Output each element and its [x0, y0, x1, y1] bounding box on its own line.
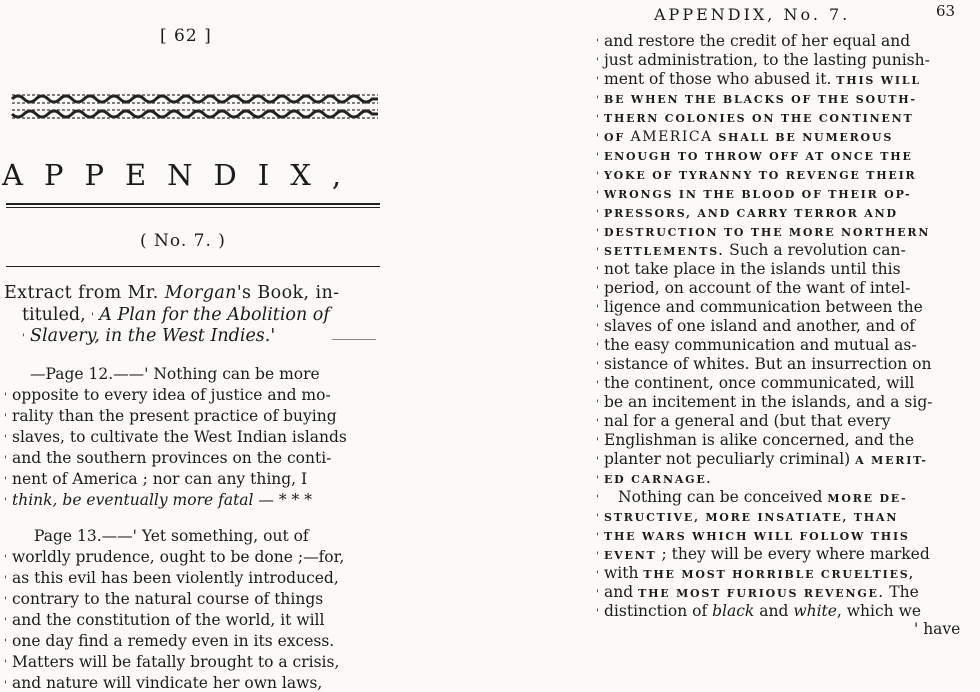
text-line: ' ment of those who abused it. THIS WILL — [596, 70, 921, 88]
page-number: [ 62 ] — [160, 26, 212, 46]
text-line: Page 13.——' Yet something, out of — [34, 527, 309, 545]
text-line: ' distinction of black and white, which we — [596, 602, 922, 620]
text-line: ' slaves of one island and another, and of — [596, 317, 916, 335]
text-line: ' sistance of whites. But an insurrection on — [596, 355, 932, 373]
text-line: ' STRUCTIVE, MORE INSATIATE, THAN — [596, 511, 899, 524]
rule — [332, 339, 376, 340]
text-line: —Page 12.——' Nothing can be more — [30, 365, 320, 383]
text-line: ' nal for a general and (but that every — [596, 412, 891, 430]
text-line: ' BE WHEN THE BLACKS OF THE SOUTH- — [596, 93, 917, 106]
rule — [6, 203, 380, 205]
text-line: ' nent of America ; nor can any thing, I — [4, 470, 308, 488]
text-line: ' YOKE OF TYRANNY TO REVENGE THEIR — [596, 169, 917, 182]
extract-heading: Extract from Mr. Morgan's Book, in- — [4, 283, 340, 303]
text-line: ' and the southern provinces on the conti- — [4, 449, 332, 467]
text-line: ' Englishman is alike concerned, and the — [596, 431, 915, 449]
extract-heading: ' Slavery, in the West Indies.' — [22, 326, 276, 346]
left-page — [0, 0, 400, 692]
text-line: ' contrary to the natural course of things — [4, 590, 324, 608]
right-page — [596, 0, 980, 639]
text-line: ' ENOUGH TO THROW OFF AT ONCE THE — [596, 150, 913, 163]
running-header: APPENDIX, No. 7. — [654, 5, 851, 24]
text-line: ' planter not peculiarly criminal) A MERIT- — [596, 450, 928, 468]
rule — [6, 266, 380, 267]
text-line: ' slaves, to cultivate the West Indian islands — [4, 428, 347, 446]
text-line: ' THE WARS WHICH WILL FOLLOW THIS — [596, 530, 910, 543]
text-line: ' SETTLEMENTS. Such a revolution can- — [596, 241, 906, 259]
text-line: ' PRESSORS, AND CARRY TERROR AND — [596, 207, 898, 220]
text-line: ' DESTRUCTION TO THE MORE NORTHERN — [596, 226, 931, 239]
text-line: ' OF AMERICA SHALL BE NUMEROUS — [596, 129, 894, 145]
text-line: ' and nature will vindicate her own laws, — [4, 674, 323, 692]
text-line: ' ligence and communication between the — [596, 298, 923, 316]
catchword: ' have — [914, 620, 961, 638]
rule — [6, 207, 380, 208]
text-line: ' ED CARNAGE. — [596, 473, 713, 486]
text-line: ' think, be eventually more fatal — * * * — [4, 491, 312, 509]
text-line: ' with THE MOST HORRIBLE CRUELTIES, — [596, 564, 915, 582]
text-line: ' the continent, once communicated, will — [596, 374, 915, 392]
appendix-number: ( No. 7. ) — [140, 231, 226, 251]
page-number: 63 — [936, 2, 956, 20]
text-line: ' EVENT ; they will be every where marked — [596, 545, 930, 563]
extract-heading: tituled, ' A Plan for the Abolition of — [22, 305, 330, 325]
text-line: ' and the constitution of the world, it will — [4, 611, 325, 629]
text-line: ' period, on account of the want of intel- — [596, 279, 911, 297]
text-line: ' one day find a remedy even in its excess. — [4, 632, 335, 650]
text-line: ' WRONGS IN THE BLOOD OF THEIR OP- — [596, 188, 912, 201]
text-line: ' rality than the present practice of buying — [4, 407, 337, 425]
text-line: ' the easy communication and mutual as- — [596, 336, 917, 354]
text-line: ' as this evil has been violently introduced, — [4, 569, 339, 587]
text-line: ' be an incitement in the islands, and a sig- — [596, 393, 933, 411]
text-line: ' and THE MOST FURIOUS REVENGE. The — [596, 583, 919, 601]
appendix-title: APPENDIX, — [2, 158, 363, 192]
text-line: ' just administration, to the lasting punish- — [596, 51, 930, 69]
text-line: ' THERN COLONIES ON THE CONTINENT — [596, 112, 914, 125]
ornament-border-icon — [12, 93, 378, 105]
text-line: ' opposite to every idea of justice and mo- — [4, 386, 331, 404]
text-line: ' worldly prudence, ought to be done ;—for, — [4, 548, 345, 566]
text-line: ' Nothing can be conceived MORE DE- — [596, 488, 908, 506]
text-line: ' not take place in the islands until this — [596, 260, 901, 278]
ornament-border-icon — [12, 108, 378, 120]
text-line: ' and restore the credit of her equal and — [596, 32, 911, 50]
text-line: ' Matters will be fatally brought to a crisis, — [4, 653, 340, 671]
